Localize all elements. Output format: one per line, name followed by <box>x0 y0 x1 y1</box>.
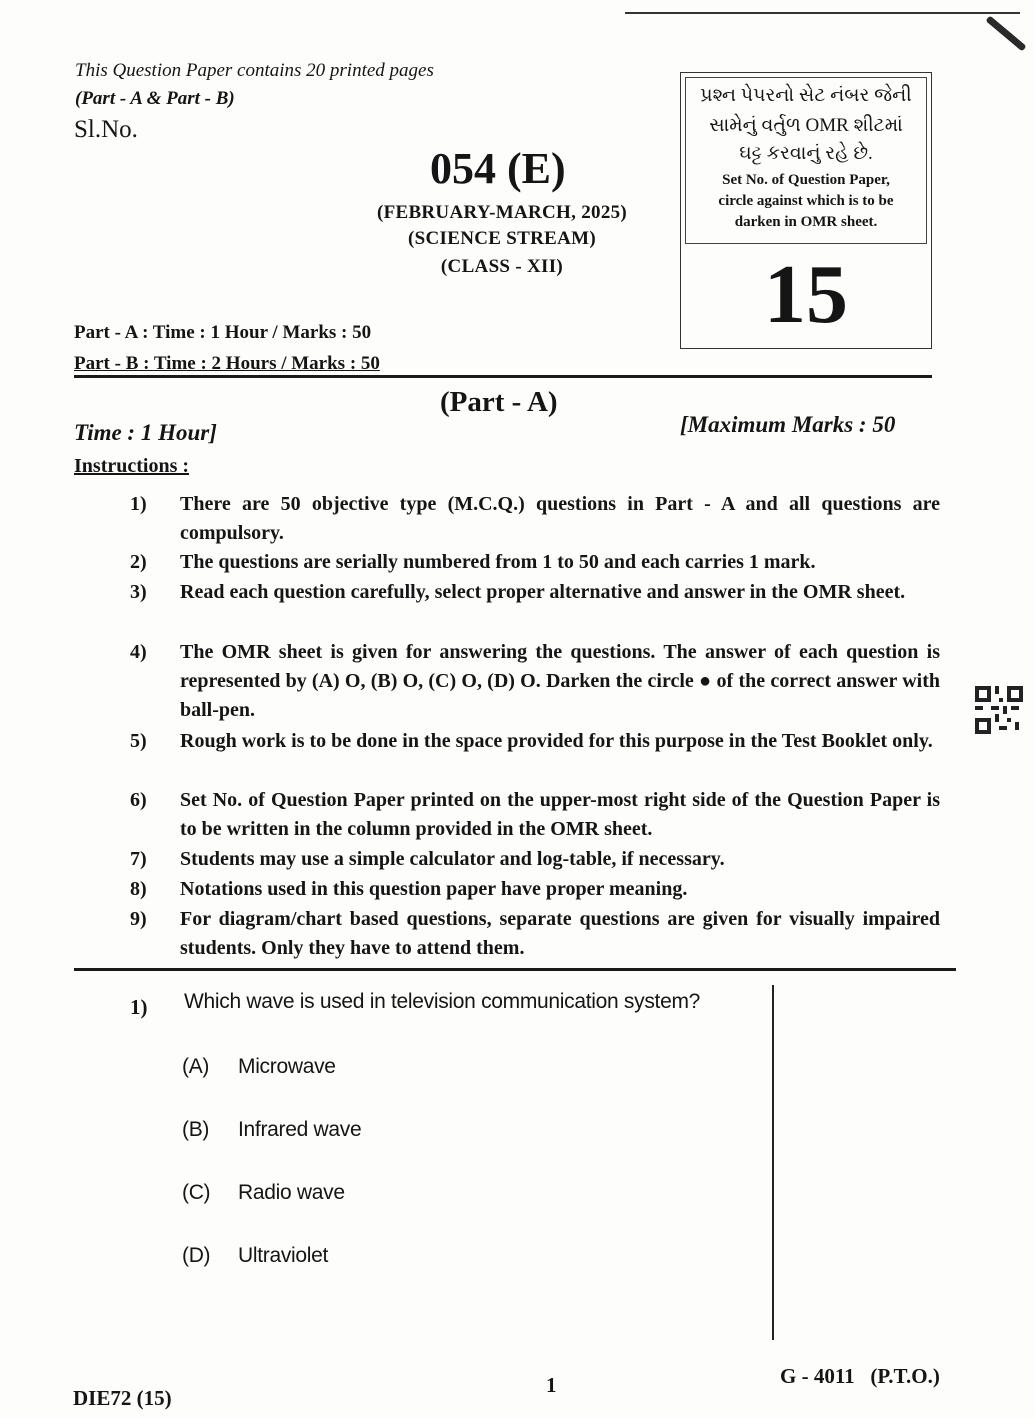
instruction-text: Rough work is to be done in the space provided for this purpose in the Test Booklet only. <box>180 730 933 752</box>
instruction-num: 7) <box>130 848 147 870</box>
instruction-text: The OMR sheet is given for answering the questions. The answer of each question is represented by (A) O, (B) O, (C) O, (D) O. Darken the circle ● of the correct answer with ball-pen. <box>180 641 940 721</box>
english-line-3: darken in OMR sheet. <box>734 214 878 230</box>
gujarati-line-2: સામેનું વર્તુળ OMR શીટમાં <box>709 115 903 136</box>
parts-note: (Part - A & Part - B) <box>75 88 235 109</box>
sl-no-label: Sl.No. <box>74 116 138 143</box>
qr-code-icon <box>975 686 1023 734</box>
part-a-timing: Part - A : Time : 1 Hour / Marks : 50 <box>74 322 372 343</box>
gujarati-line-3: ઘટ્ટ કરવાનું રહે છે. <box>739 143 873 164</box>
option-label: (A) <box>182 1055 210 1078</box>
instruction-num: 4) <box>130 641 147 663</box>
header-divider <box>74 375 932 378</box>
instruction-num: 3) <box>130 581 147 603</box>
instructions-heading: Instructions : <box>74 455 190 477</box>
instruction-num: 9) <box>130 908 147 930</box>
instruction-text: Read each question carefully, select proper alternative and answer in the OMR sheet. <box>180 581 906 603</box>
gujarati-line-1: પ્રશ્ન પેપરનો સેટ નંબર જેની <box>700 85 912 106</box>
top-rule <box>625 12 1020 14</box>
instruction-item-4 <box>130 638 940 725</box>
instruction-text: For diagram/chart based questions, separate questions are given for visually impaired students. Only they have to attend them. <box>180 908 940 959</box>
instruction-num: 6) <box>130 789 147 811</box>
instruction-item-2 <box>130 548 940 577</box>
rough-work-margin-line <box>772 985 774 1340</box>
instruction-item-9 <box>130 905 940 963</box>
instructions-divider <box>74 968 956 971</box>
option-text: Radio wave <box>238 1181 345 1204</box>
footer-reference: G - 4011 (P.T.O.) <box>780 1364 940 1388</box>
option-c <box>182 1181 345 1205</box>
instruction-item-7 <box>130 845 940 874</box>
part-b-timing: Part - B : Time : 2 Hours / Marks : 50 <box>74 353 380 374</box>
option-label: (B) <box>182 1118 210 1141</box>
question-text: Which wave is used in television communication system? <box>184 990 701 1013</box>
instruction-text: The questions are serially numbered from 1 to 50 and each carries 1 mark. <box>180 551 816 573</box>
part-a-title: (Part - A) <box>440 386 558 418</box>
set-instruction-box <box>685 77 927 244</box>
instruction-text: Students may use a simple calculator and log-table, if necessary. <box>180 848 725 870</box>
instruction-num: 1) <box>130 493 147 515</box>
option-text: Infrared wave <box>238 1118 362 1141</box>
pen-mark <box>985 15 1026 51</box>
max-marks-label: [Maximum Marks : 50 <box>680 412 896 437</box>
option-d <box>182 1244 328 1268</box>
set-number-box <box>680 72 932 349</box>
question-number: 1) <box>130 995 148 1019</box>
page-number: 1 <box>546 1373 557 1397</box>
option-text: Ultraviolet <box>238 1244 329 1267</box>
english-line-1: Set No. of Question Paper, <box>722 172 890 188</box>
option-a <box>182 1055 336 1079</box>
exam-session: (FEBRUARY-MARCH, 2025) <box>376 202 628 223</box>
option-label: (D) <box>182 1244 211 1267</box>
instruction-item-5 <box>130 727 940 756</box>
exam-stream: (SCIENCE STREAM) <box>408 228 596 249</box>
english-line-2: circle against which is to be <box>718 193 894 209</box>
exam-class: (CLASS - XII) <box>440 256 564 277</box>
footer-code: DIE72 (15) <box>73 1386 172 1410</box>
option-text: Microwave <box>238 1055 336 1078</box>
time-label: Time : 1 Hour] <box>74 420 217 445</box>
instruction-item-1 <box>130 490 940 548</box>
instruction-text: Notations used in this question paper have proper meaning. <box>180 878 688 900</box>
pages-note: This Question Paper contains 20 printed pages <box>75 60 434 81</box>
instruction-item-8 <box>130 875 940 904</box>
option-b <box>182 1118 361 1142</box>
instruction-text: Set No. of Question Paper printed on the upper-most right side of the Question Paper is to be written in the column provided in the OMR sheet. <box>180 789 940 840</box>
option-label: (C) <box>182 1181 211 1204</box>
instruction-num: 5) <box>130 730 147 752</box>
instruction-item-3 <box>130 578 940 607</box>
instruction-item-6 <box>130 786 940 844</box>
instruction-text: There are 50 objective type (M.C.Q.) questions in Part - A and all questions are compulsory. <box>180 493 940 544</box>
instruction-num: 2) <box>130 551 147 573</box>
set-number: 15 <box>764 248 848 341</box>
instruction-num: 8) <box>130 878 147 900</box>
paper-code: 054 (E) <box>430 144 566 193</box>
